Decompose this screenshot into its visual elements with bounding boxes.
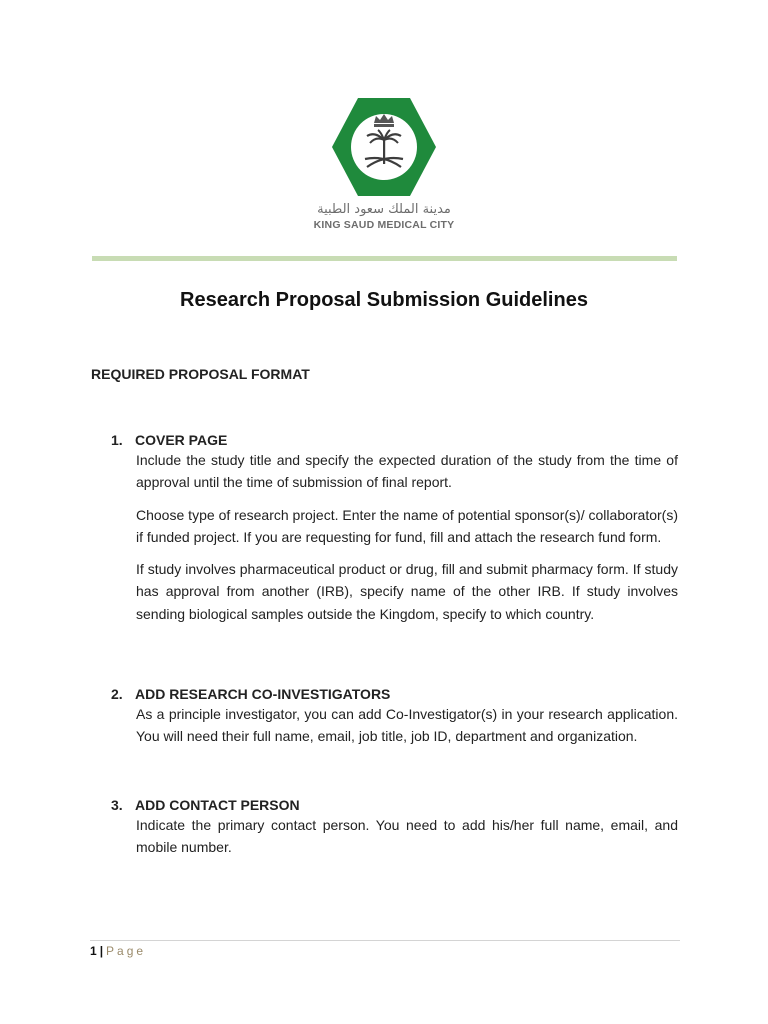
document-title: Research Proposal Submission Guidelines [180,289,588,311]
paragraph: If study involves pharmaceutical product or drug, fill and submit pharmacy form. If study has approval from another (IRB), specify name of the other IRB. If study involves sending biological samples outside the Kingdom, specify to which country. [136,561,678,622]
list-item-co-investigators [111,685,678,758]
paragraph: Indicate the primary contact person. You need to add his/her full name, email, and mobile number. [136,817,678,856]
institution-logo [306,95,462,245]
logo-english-name: KING SAUD MEDICAL CITY [313,219,455,231]
logo-arabic-name: مدينة الملك سعود الطبية [317,202,451,217]
list-item-number: 2. [111,686,123,702]
paragraph: Choose type of research project. Enter the name of potential sponsor(s)/ collaborator(s) if funded project. If you are requesting for fund, fill and attach the research fund form. [136,506,678,545]
section-heading: REQUIRED PROPOSAL FORMAT [91,366,310,382]
list-item-contact-person [111,796,678,869]
ksmc-emblem-icon [329,95,439,199]
list-item-number: 3. [111,797,123,813]
page-footer [90,944,146,958]
list-item-cover-page [111,431,678,635]
list-item-heading [111,685,678,703]
page-number: 1 [90,944,97,958]
footer-divider [90,940,680,941]
list-item-heading [111,431,678,449]
paragraph: Include the study title and specify the expected duration of the study from the time of approval until the time of submission of final report. [136,452,678,491]
list-item-title: ADD RESEARCH CO-INVESTIGATORS [135,686,391,702]
list-item-title: ADD CONTACT PERSON [135,797,300,813]
page-label: Page [106,944,147,958]
header-divider [92,256,677,261]
list-item-heading [111,796,678,814]
list-item-number: 1. [111,432,123,448]
footer-separator: | [99,944,104,958]
paragraph: As a principle investigator, you can add Co-Investigator(s) in your research application. You will need their full name, email, job title, job ID, department and organization. [136,706,678,745]
list-item-title: COVER PAGE [135,432,228,448]
